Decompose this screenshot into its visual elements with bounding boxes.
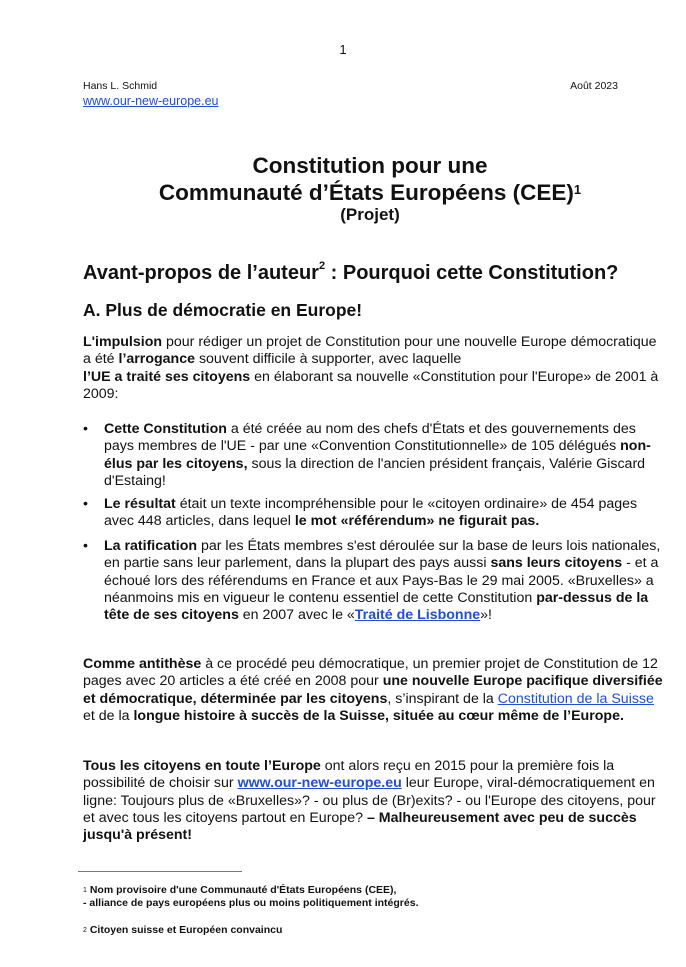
citoyens-c: leur Europe, viral-démocratiquement en ligne: Toujours plus de «Bruxelles»? - ou plus de (Br)exits? - ou l'Europe des citoyens, pour et avec tous les citoyens partout en Europe? bbox=[83, 775, 656, 826]
citoyens-d: – Malheureusement avec peu de succès jusqu'à présent! bbox=[83, 809, 637, 844]
antithese-b: à ce procédé peu démocratique, un premier projet de Constitution de 12 pages avec 20 articles a été créé en 2008 pour bbox=[83, 656, 658, 690]
section-heading-b: : Pourquoi cette Constitution? bbox=[325, 262, 619, 284]
footnote-ref-1: 1 bbox=[573, 182, 582, 197]
bullet-3-c: sans leurs citoyens bbox=[490, 555, 623, 572]
bullet-2-c: le mot «référendum» ne figurait pas. bbox=[294, 513, 540, 530]
antithese-d: , s’inspirant de la bbox=[387, 690, 498, 707]
footnote-2-number: 2 bbox=[83, 927, 87, 934]
subheading: A. Plus de démocratie en Europe! bbox=[83, 300, 363, 320]
bullet-3-a: La ratification bbox=[104, 538, 198, 554]
bullet-1-c: non-élus par les citoyens, bbox=[104, 438, 651, 472]
footnote-1-line-2: - alliance de pays européens plus ou moins politiquement intégrés. bbox=[83, 897, 419, 909]
section-heading bbox=[83, 262, 618, 285]
bullet-dot: • bbox=[83, 538, 88, 554]
antithese-paragraph bbox=[83, 656, 665, 725]
bullet-dot: • bbox=[83, 421, 88, 437]
document-date: Août 2023 bbox=[570, 80, 618, 92]
bullet-3-e: par-dessus de la tête de ses citoyens bbox=[104, 589, 649, 624]
citoyens-b: ont alors reçu en 2015 pour la première fois la possibilité de choisir sur bbox=[83, 758, 615, 792]
antithese-f: longue histoire à succès de la Suisse, située au cœur même de l’Europe. bbox=[133, 707, 624, 724]
bullet-1-d: sous la direction de l'ancien président français, Valérie Giscard d'Estaing! bbox=[104, 455, 646, 489]
author-name: Hans L. Schmid bbox=[83, 80, 158, 92]
section-heading-a: Avant-propos de l’auteur bbox=[83, 262, 319, 284]
title-line-2-text: Communauté d’États Européens (CEE) bbox=[158, 180, 574, 205]
title-line-3: (Projet) bbox=[340, 205, 400, 224]
intro-s1: L'impulsion bbox=[83, 334, 163, 350]
website-inline-link[interactable]: www.our-new-europe.eu bbox=[237, 775, 402, 792]
citoyens-paragraph bbox=[83, 758, 665, 844]
footnote-divider bbox=[78, 871, 242, 872]
bullet-text bbox=[104, 421, 666, 490]
antithese-a: Comme antithèse bbox=[83, 656, 202, 672]
page-number: 1 bbox=[339, 42, 347, 57]
constitution-suisse-link[interactable]: Constitution de la Suisse bbox=[497, 690, 654, 707]
antithese-e: et de la bbox=[83, 707, 134, 724]
bullet-2-a: Le résultat bbox=[104, 496, 176, 512]
citoyens-a: Tous les citoyens en toute l’Europe bbox=[83, 758, 321, 774]
bullet-3-b: par les États membres s'est déroulée sur la base de leurs lois nationales, en partie sans leur parlement, dans la plupart des pays aussi bbox=[104, 538, 661, 572]
intro-s2: pour rédiger un projet de Constitution pour une nouvelle Europe démocratique a été bbox=[83, 334, 657, 368]
footnote-2 bbox=[83, 924, 643, 937]
intro-s4: souvent difficile à supporter, avec laquelle bbox=[195, 351, 462, 368]
footnote-ref-2: 2 bbox=[318, 260, 326, 272]
bullet-3-d: - et a échoué lors des référendums en France et aux Pays-Bas le 29 mai 2005. «Bruxelles» a néanmoins mis en vigueur le contenu essentiel de cette Constitution bbox=[104, 555, 659, 606]
intro-s6: en élaborant sa nouvelle «Constitution pour l'Europe» de 2001 à 2009: bbox=[83, 368, 659, 402]
intro-s5: l’UE a traité ses citoyens bbox=[83, 368, 251, 385]
title-line-2 bbox=[0, 179, 686, 206]
bullet-1-a: Cette Constitution bbox=[104, 421, 227, 437]
bullet-3-g: »! bbox=[480, 607, 492, 624]
bullet-1-b: a été créée au nom des chefs d'États et des gouvernements des pays membres de l'UE - par une «Convention Constitutionnelle» de 105 délégués bbox=[104, 421, 636, 455]
traite-de-lisbonne-link[interactable]: Traité de Lisbonne bbox=[354, 607, 481, 624]
bullet-text bbox=[104, 496, 666, 531]
footnote-1-line-1: Nom provisoire d'une Communauté d'États Européens (CEE), bbox=[86, 884, 397, 896]
bullet-dot: • bbox=[83, 496, 88, 512]
antithese-c: une nouvelle Europe pacifique diversifiée et démocratique, déterminée par les citoyens bbox=[83, 673, 663, 707]
bullet-2-b: était un texte incompréhensible pour le «citoyen ordinaire» de 454 pages avec 448 articles, dans lequel bbox=[104, 496, 638, 530]
title-line-1: Constitution pour une bbox=[252, 153, 488, 178]
bullet-3-f: en 2007 avec le « bbox=[238, 607, 355, 624]
footnote-2-text: Citoyen suisse et Européen convaincu bbox=[86, 924, 283, 936]
footnote-1-number: 1 bbox=[83, 887, 87, 894]
bullet-text bbox=[104, 538, 666, 624]
intro-paragraph bbox=[83, 334, 665, 403]
website-link[interactable]: www.our-new-europe.eu bbox=[83, 94, 219, 108]
intro-s3: l’arrogance bbox=[118, 351, 195, 368]
footnote-1 bbox=[83, 884, 643, 910]
